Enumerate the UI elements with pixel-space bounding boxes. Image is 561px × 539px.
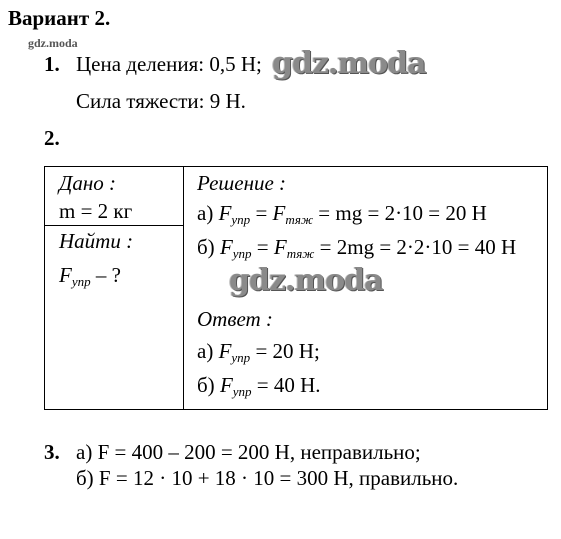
task3-line-b: б) F = 12 · 10 + 18 · 10 = 300 Н, правильно.: [76, 466, 459, 490]
table-divider-horizontal: [45, 225, 183, 226]
given-label: Дано :: [59, 171, 117, 195]
solution-table: [44, 166, 548, 410]
table-divider-vertical: [183, 167, 184, 409]
task3-line-a: а) F = 400 – 200 = 200 Н, неправильно;: [76, 440, 421, 464]
watermark-table: gdz.moda: [229, 263, 383, 298]
task1-number: 1.: [44, 52, 60, 76]
watermark-small: gdz.moda: [28, 36, 78, 50]
find-value: $F_{упр}$ – ?: [59, 263, 121, 289]
watermark-top: gdz.moda: [272, 46, 426, 81]
task1-line2: Сила тяжести: 9 Н.: [76, 89, 246, 113]
answer-line-a: а) $F_{упр} = 20$ Н;: [197, 339, 320, 365]
find-label: Найти :: [59, 229, 134, 253]
solution-line-a: а) $F_{упр} = F_{тяж}$ = mg = 2·10 = 20 Н: [197, 201, 487, 227]
given-value: m = 2 кг: [59, 199, 133, 223]
task2-number: 2.: [44, 126, 60, 150]
task1-line1: Цена деления: 0,5 Н;: [76, 52, 262, 76]
task3-number: 3.: [44, 440, 60, 464]
answer-label: Ответ :: [197, 307, 273, 331]
solution-line-b: б) $F_{упр} = F_{тяж} = 2mg = 2\cdot 2\cdot 10 = 40$ Н: [197, 235, 517, 261]
variant-title: Вариант 2.: [8, 6, 111, 30]
solution-label: Решение :: [197, 171, 287, 195]
answer-line-b: б) $F_{упр} = 40$ Н.: [197, 373, 321, 399]
